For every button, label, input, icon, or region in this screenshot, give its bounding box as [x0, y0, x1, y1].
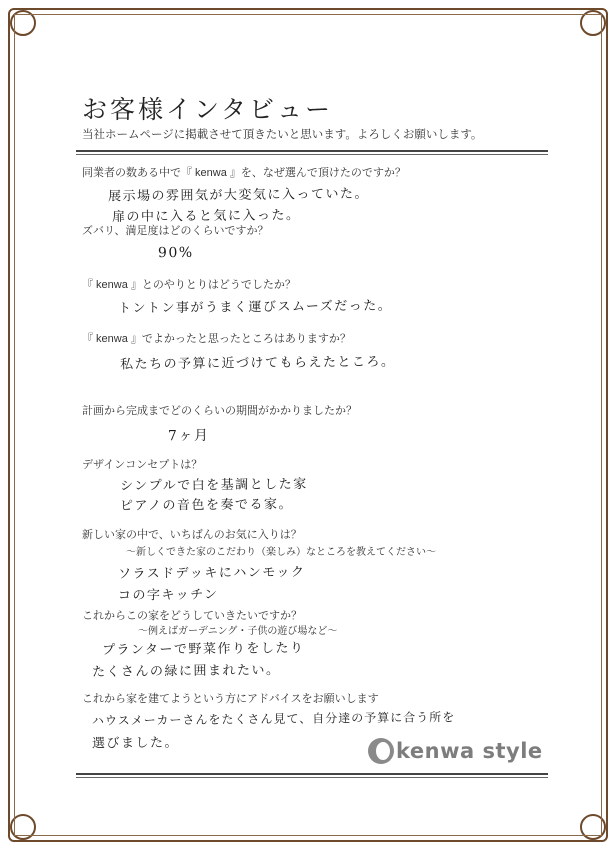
- question-advice: これから家を建てようという方にアドバイスをお願いします: [82, 693, 379, 705]
- answer-text: コの字キッチン: [117, 587, 219, 604]
- header-divider-thin: [76, 154, 548, 155]
- answer-text: ハウスメーカーさんをたくさん見て、自分達の予算に合う所を: [91, 710, 456, 728]
- footer-divider: [76, 773, 548, 775]
- answer-text: ソラスドデッキにハンモック: [117, 565, 306, 582]
- header-divider: [76, 150, 548, 152]
- page-title: お客様インタビュー: [82, 95, 334, 124]
- question-subtext: 〜新しくできた家のこだわり（楽しみ）なところを教えてください〜: [126, 547, 436, 558]
- question-future-plans: これからこの家をどうしていきたいですか？: [82, 610, 302, 622]
- answer-text: 展示場の雰囲気が大変気に入っていた。: [107, 186, 370, 205]
- answer-text: 90%: [157, 244, 194, 262]
- answer-text: 7ヶ月: [167, 427, 210, 445]
- question-communication: 『 kenwa 』とのやりとりはどうでしたか？: [82, 279, 296, 291]
- answer-text: プランターで野菜作りをしたり: [101, 640, 305, 659]
- answer-text: シンプルで白を基調とした家: [119, 477, 308, 494]
- answer-text: 扉の中に入ると気に入った。: [111, 208, 301, 225]
- answer-text: たくさんの緑に囲まれたい。: [91, 663, 281, 680]
- kenwa-style-logo: [368, 738, 543, 764]
- answer-text: トントン事がうまく運びスムーズだった。: [117, 298, 393, 317]
- question-design-concept: デザインコンセプトは？: [82, 459, 203, 471]
- question-duration: 計画から完成までどのくらいの期間がかかりましたか？: [82, 405, 357, 417]
- answer-text: 選びました。: [91, 735, 180, 752]
- question-subtext: 〜例えばガーデニング・子供の遊び場など〜: [138, 626, 338, 637]
- question-good-points: 『 kenwa 』でよかったと思ったところはありますか？: [82, 333, 351, 345]
- answer-text: ピアノの音色を奏でる家。: [119, 497, 294, 514]
- footer-divider-thin: [76, 777, 548, 778]
- logo-mark-icon: [368, 738, 394, 764]
- page-subtitle: 当社ホームページに掲載させて頂きたいと思います。よろしくお願いします。: [82, 129, 483, 141]
- question-choice-reason: 同業者の数ある中で『 kenwa 』を、なぜ選んで頂けたのですか？: [82, 167, 406, 179]
- question-favorite: 新しい家の中で、いちばんのお気に入りは？: [82, 529, 302, 541]
- question-satisfaction: ズバリ、満足度はどのくらいですか？: [82, 225, 269, 237]
- logo-text: kenwa style: [396, 739, 543, 763]
- answer-text: 私たちの予算に近づけてもらえたところ。: [119, 354, 396, 373]
